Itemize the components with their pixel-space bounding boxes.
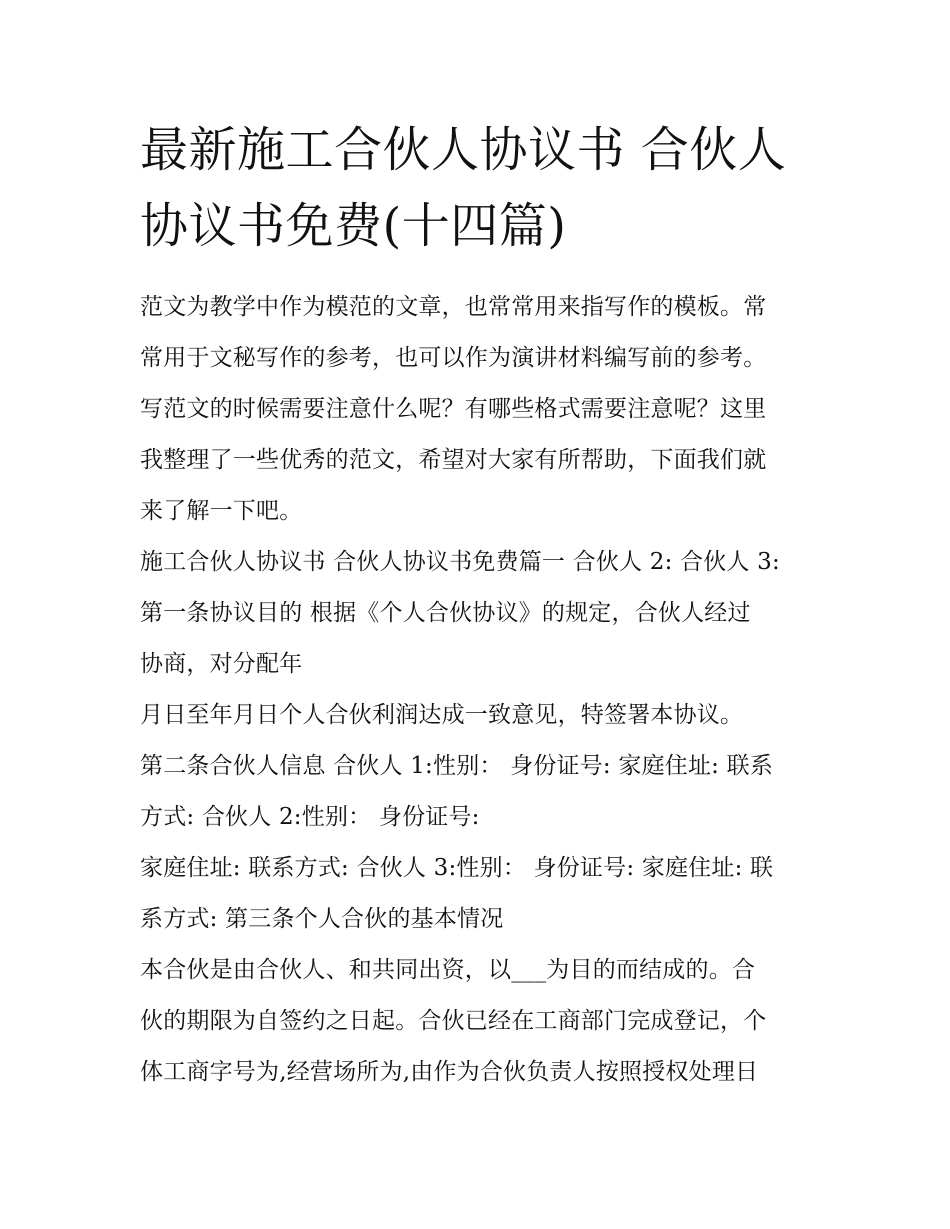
body-line: 我整理了一些优秀的范文，希望对大家有所帮助，下面我们就 [140,447,767,473]
body-line: 常用于文秘写作的参考，也可以作为演讲材料编写前的参考。 [140,345,767,371]
body-line: 伙的期限为自签约之日起。合伙已经在工商部门完成登记，个 [140,1008,767,1034]
body-line: 家庭住址: 联系方式: 合伙人 3:性别： 身份证号: 家庭住址: 联 [140,855,774,881]
body-line: 协商，对分配年 [140,651,303,677]
document-title [140,112,820,264]
title-line: 最新施工合伙人协议书 合伙人 [140,122,787,178]
body-line: 写范文的时候需要注意什么呢？有哪些格式需要注意呢？这里 [140,396,767,422]
body-line: 本合伙是由合伙人、和共同出资，以___为目的而结成的。合 [140,957,756,983]
document-page [140,112,820,1098]
body-line: 方式: 合伙人 2:性别： 身份证号: [140,804,480,830]
body-line: 月日至年月日个人合伙利润达成一致意见，特签署本协议。 [140,702,744,728]
title-line: 协议书免费(十四篇) [140,198,567,254]
body-line: 范文为教学中作为模范的文章，也常常用来指写作的模板。常 [140,294,767,320]
body-line: 系方式: 第三条个人合伙的基本情况 [140,906,504,932]
body-line: 施工合伙人协议书 合伙人协议书免费篇一 合伙人 2: 合伙人 3: [140,549,780,575]
body-line: 第一条协议目的 根据《个人合伙协议》的规定，合伙人经过 [140,600,751,626]
body-line: 体工商字号为,经营场所为,由作为合伙负责人按照授权处理日 [140,1059,759,1085]
body-line: 来了解一下吧。 [140,498,303,524]
document-body [140,282,820,1098]
body-line: 第二条合伙人信息 合伙人 1:性别： 身份证号: 家庭住址: 联系 [140,753,774,779]
